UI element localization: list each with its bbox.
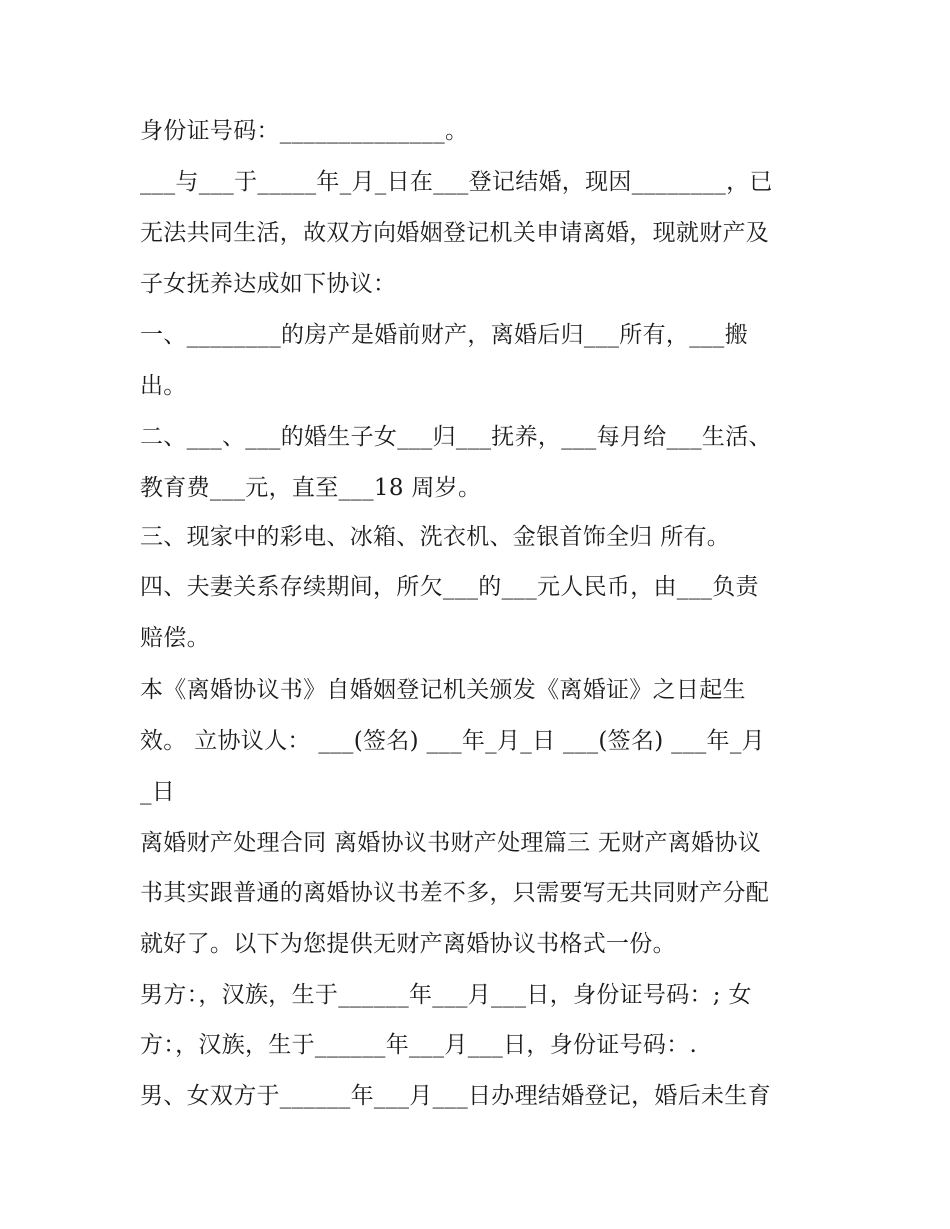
text-line: 出。	[140, 373, 187, 399]
text-line: ___与___于_____年_月_日在___登记结婚，现因________，已	[140, 169, 773, 195]
text-line: 子女抚养达成如下协议：	[140, 271, 397, 297]
text-line: 身份证号码：______________。	[140, 118, 469, 144]
text-line: 方：，汉族，生于______年___月___日，身份证号码：.	[140, 1032, 698, 1058]
text-line: 赔偿。	[140, 625, 210, 651]
text-line: 书其实跟普通的离婚协议书差不多，只需要写无共同财产分配	[140, 880, 770, 906]
text-line: 二、___、___的婚生子女___归___抚养，___每月给___生活、	[140, 424, 772, 450]
text-line: 就好了。以下为您提供无财产离婚协议书格式一份。	[140, 931, 676, 957]
text-line: 离婚财产处理合同 离婚协议书财产处理篇三 无财产离婚协议	[140, 830, 762, 856]
text-line: 教育费___元，直至___18 周岁。	[140, 475, 482, 501]
text-line: 无法共同生活，故双方向婚姻登记机关申请离婚，现就财产及	[140, 220, 770, 246]
text-line: 三、现家中的彩电、冰箱、洗衣机、金银首饰全归 所有。	[140, 524, 731, 550]
text-line: 男、女双方于______年___月___日办理结婚登记，婚后未生育	[140, 1083, 771, 1109]
text-line: 四、夫妻关系存续期间，所欠___的___元人民币，由___负责	[140, 574, 759, 600]
text-line: 一、________的房产是婚前财产，离婚后归___所有，___搬	[140, 322, 748, 348]
text-line: _日	[140, 779, 176, 805]
text-line: 男方：，汉族，生于______年___月___日，身份证号码：; 女	[140, 982, 752, 1008]
text-line: 效。 立协议人： ___(签名) ___年_月_日 ___(签名) ___年_月	[140, 728, 765, 754]
text-line: 本《离婚协议书》自婚姻登记机关颁发《离婚证》之日起生	[140, 677, 746, 703]
